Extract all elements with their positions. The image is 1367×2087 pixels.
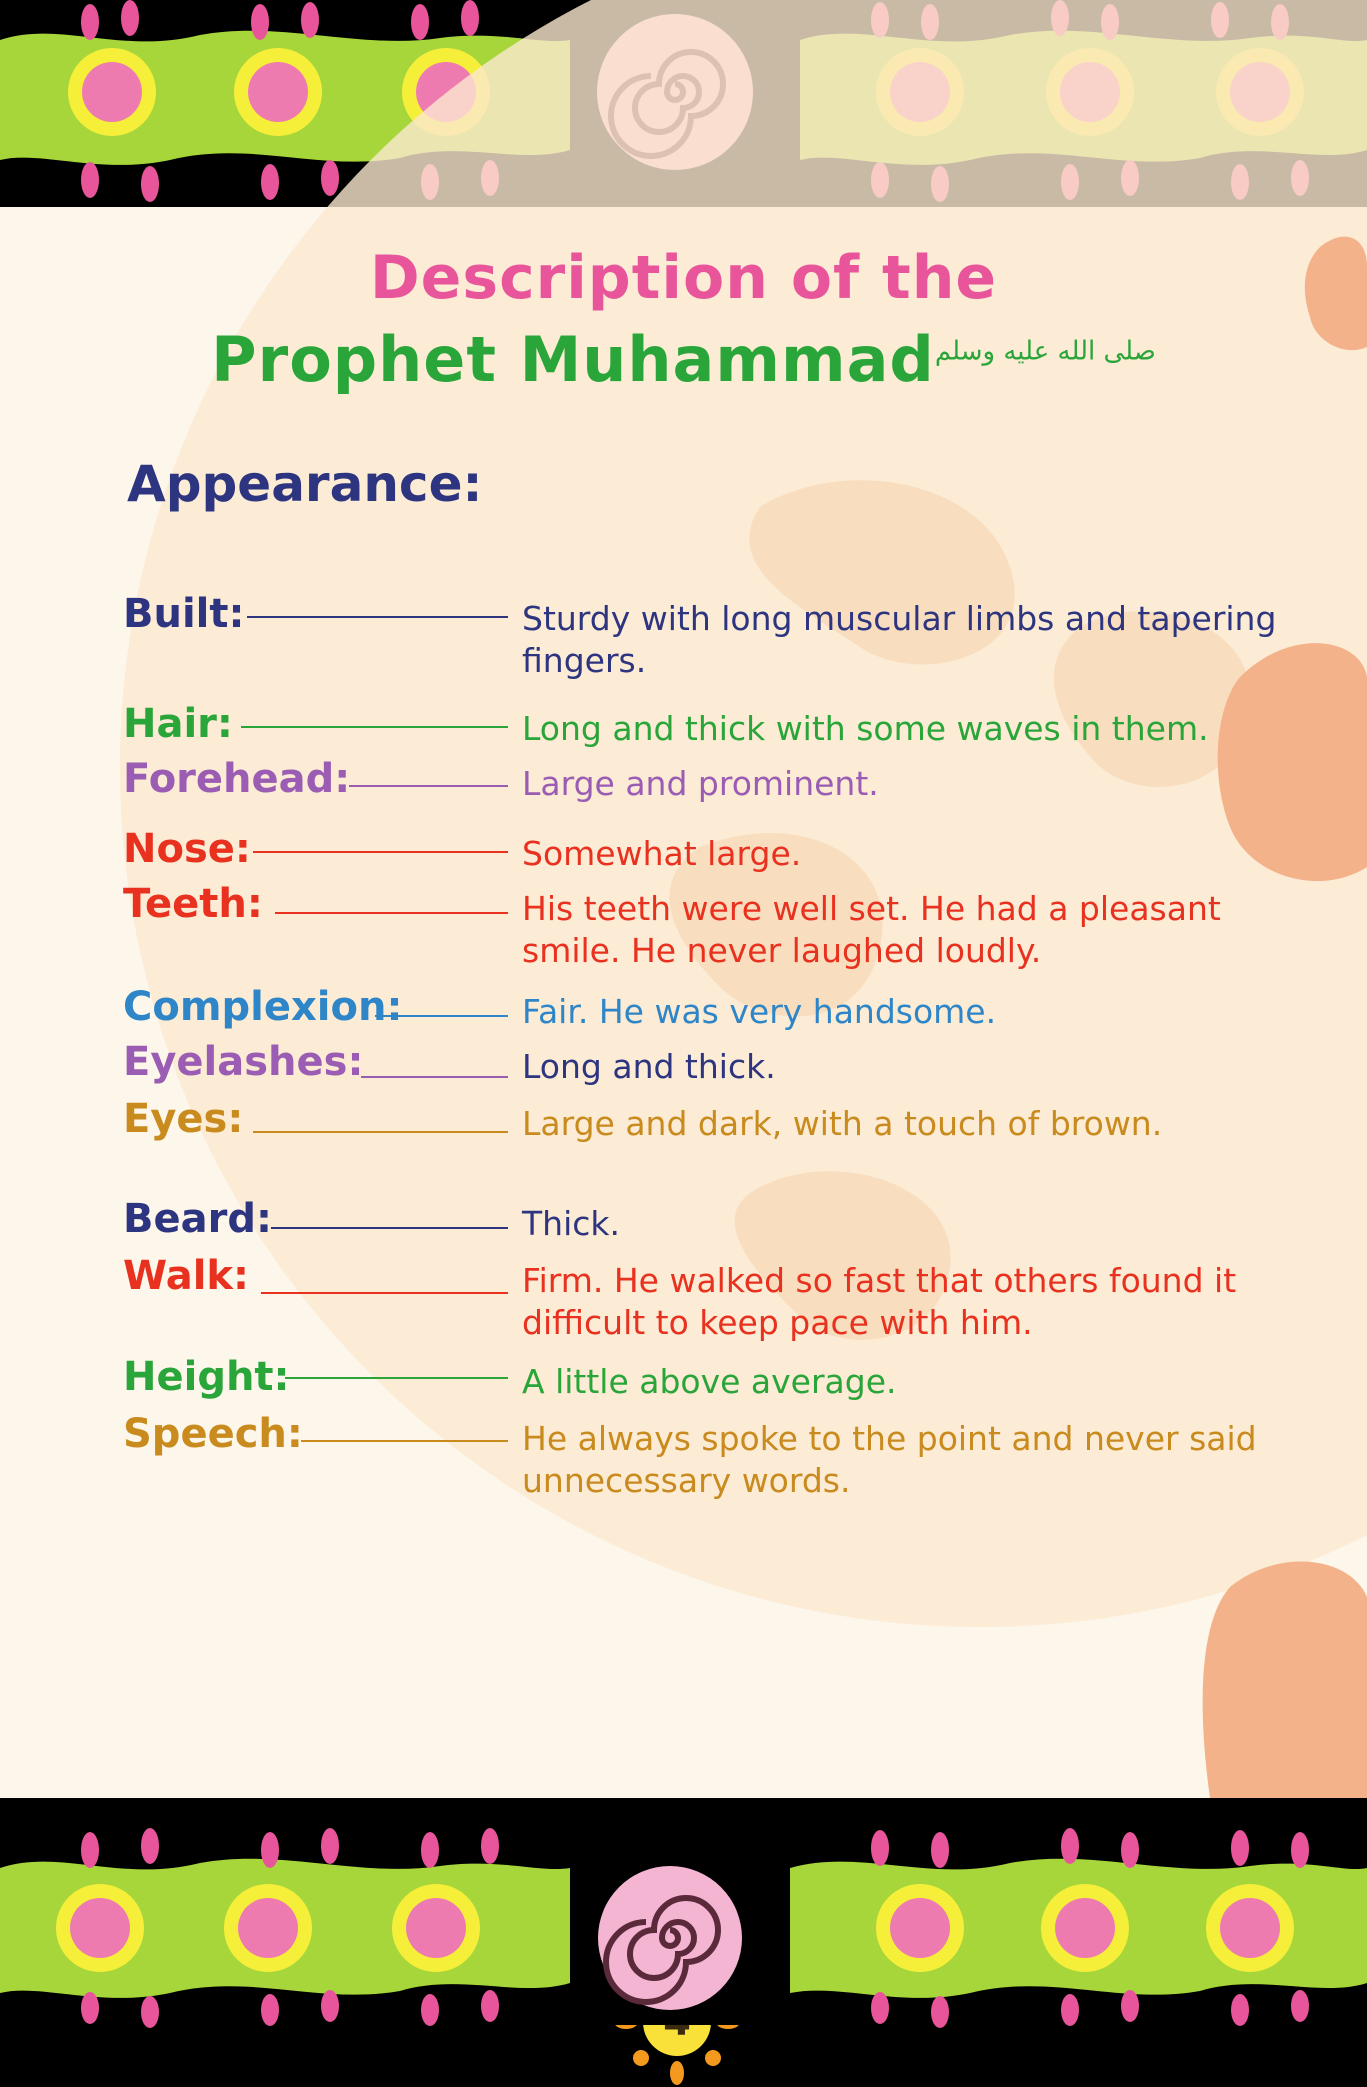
section-heading-appearance: Appearance: xyxy=(127,455,483,513)
appearance-value: He always spoke to the point and never said unnecessary words. xyxy=(522,1419,1257,1500)
leader-line xyxy=(271,1227,508,1229)
appearance-value: A little above average. xyxy=(522,1362,897,1401)
appearance-value: Large and dark, with a touch of brown. xyxy=(522,1104,1163,1143)
page-title-line-2 xyxy=(0,323,1367,396)
leader-line xyxy=(349,785,508,787)
appearance-label: Speech: xyxy=(123,1411,303,1457)
appearance-value: Fair. He was very handsome. xyxy=(522,992,997,1031)
floral-border-art xyxy=(0,1798,1367,2025)
appearance-label: Walk: xyxy=(123,1253,249,1299)
appearance-value: His teeth were well set. He had a pleasant smile. He never laughed loudly. xyxy=(522,889,1221,970)
appearance-value: Somewhat large. xyxy=(522,834,802,873)
leader-line xyxy=(247,616,508,618)
appearance-value: Long and thick with some waves in them. xyxy=(522,709,1209,748)
page-content xyxy=(0,207,1367,1798)
leader-line xyxy=(253,851,508,853)
leader-line xyxy=(253,1131,508,1133)
bottom-floral-border xyxy=(0,1798,1367,2025)
appearance-value: Firm. He walked so fast that others found it difficult to keep pace with him. xyxy=(522,1261,1237,1342)
appearance-label: Nose: xyxy=(123,826,251,872)
appearance-label: Forehead: xyxy=(123,756,351,802)
page-title-line-1: Description of the xyxy=(369,243,998,313)
leader-line xyxy=(275,912,508,914)
appearance-label: Complexion: xyxy=(123,984,403,1030)
leader-line xyxy=(285,1377,508,1379)
leader-line xyxy=(261,1292,508,1294)
leader-line xyxy=(301,1440,508,1442)
leader-line xyxy=(375,1015,508,1017)
page-title-prophet: Prophet Muhammad xyxy=(211,323,935,396)
appearance-value: Sturdy with long muscular limbs and tapering fingers. xyxy=(522,599,1277,680)
appearance-label: Height: xyxy=(123,1354,290,1400)
salawat-calligraphy: صلى الله عليه وسلم xyxy=(934,336,1156,367)
appearance-label: Built: xyxy=(123,591,245,637)
leader-line xyxy=(361,1076,508,1078)
appearance-value: Long and thick. xyxy=(522,1047,776,1086)
appearance-label: Teeth: xyxy=(123,881,263,927)
appearance-label: Beard: xyxy=(123,1196,272,1242)
appearance-label: Eyelashes: xyxy=(123,1039,364,1085)
appearance-label: Eyes: xyxy=(123,1096,244,1142)
appearance-value: Large and prominent. xyxy=(522,764,879,803)
leader-line xyxy=(241,726,508,728)
appearance-value: Thick. xyxy=(522,1204,620,1243)
appearance-label: Hair: xyxy=(123,701,233,747)
